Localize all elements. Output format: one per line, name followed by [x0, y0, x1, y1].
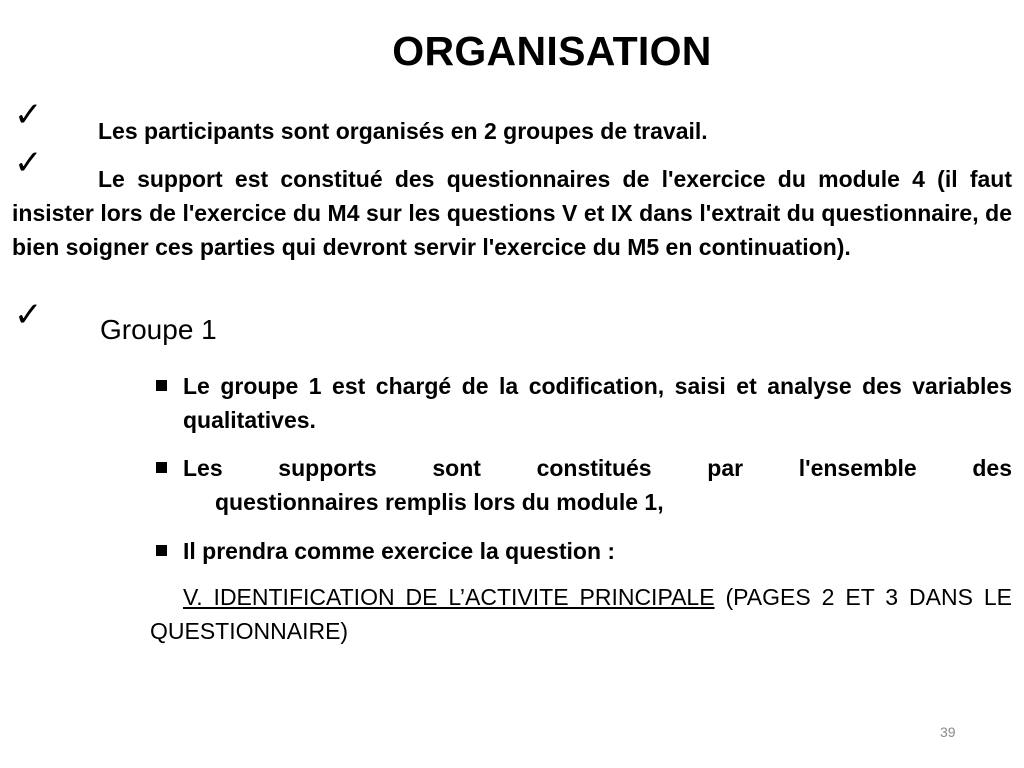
bullet-text-line: Les supports sont constitués par l'ensemble des	[183, 455, 1012, 481]
slide-title: ORGANISATION	[392, 28, 712, 74]
bullet-text	[183, 451, 1012, 519]
question-underlined	[150, 584, 715, 610]
bullet-text-line: questionnaires remplis lors du module 1,	[215, 489, 664, 515]
question-reference	[150, 580, 1012, 648]
bullet-item	[156, 534, 1012, 568]
square-bullet-icon	[156, 380, 167, 391]
bullet-text: Il prendra comme exercice la question :	[183, 538, 616, 564]
question-rest: (PAGES 2 ET 3 DANS LE QUESTIONNAIRE)	[150, 584, 1012, 644]
page-number: 39	[940, 724, 956, 740]
item-support	[12, 162, 1012, 264]
item-participants-text: Les participants sont organisés en 2 groupes de travail.	[98, 118, 708, 144]
square-bullet-icon	[156, 545, 167, 556]
question-underlined-text: V. IDENTIFICATION DE L’ACTIVITE PRINCIPALE	[183, 584, 715, 610]
bullet-item	[156, 451, 1012, 519]
square-bullet-icon	[156, 462, 167, 473]
item-support-text: Le support est constitué des questionnaires de l'exercice du module 4 (il faut insister lors de l'exercice du M4 sur les questions V et IX dans l'extrait du questionnaire, de bien soigner ces parties qui devront servir l'exercice du M5 en continuation).	[12, 166, 1012, 260]
group-heading: Groupe 1	[100, 314, 217, 345]
checkmark-icon: ✓	[14, 295, 43, 335]
bullet-text: Le groupe 1 est chargé de la codification, saisi et analyse des variables qualitatives.	[183, 373, 1012, 433]
item-participants	[12, 114, 1012, 148]
bullet-item	[156, 369, 1012, 437]
checkmark-icon: ✓	[14, 95, 43, 135]
checkmark-icon: ✓	[14, 143, 43, 183]
